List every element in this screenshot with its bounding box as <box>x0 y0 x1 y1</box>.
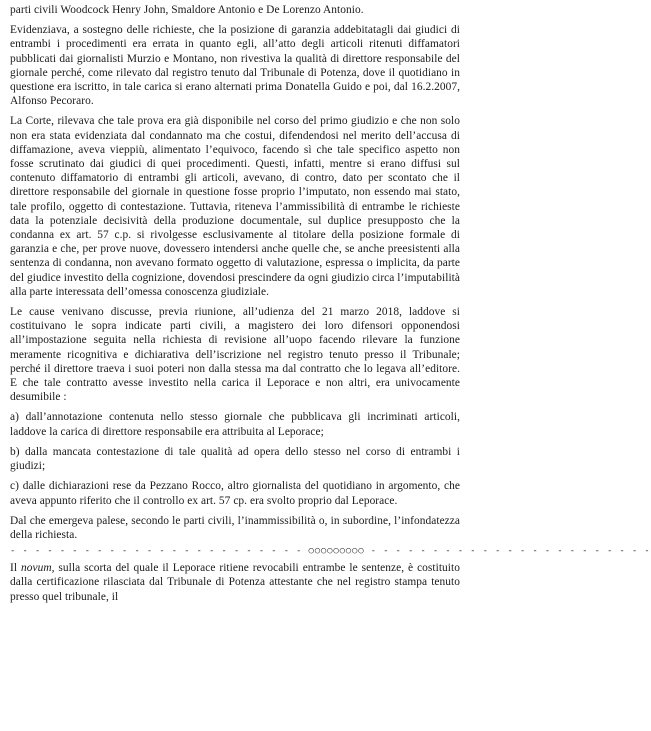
list-item-a: a) dall’annotazione contenuta nello stesso giornale che pubblicava gli incriminati articoli, laddove la carica di direttore responsabile era attribuita al Leporace; <box>10 411 460 438</box>
paragraph-le-cause: Le cause venivano discusse, previa riunione, all’udienza del 21 marzo 2018, laddove si costituivano le sopra indicate parti civili, a magistero dei loro difensori opponendosi all’impostazione seguita nella richiesta di revisione all’uopo facendo rilevare la funzione meramente ricognitiva e dichiarativa dell’iscrizione nel registro tenuto presso il Tribunale; perché il direttore traeva i suoi poteri non dalla stessa ma dal contratto che lo legava all’editore. E che tale contratto avesse investito nella carica il Leporace e non altri, era univocamente desumibile : <box>10 306 460 404</box>
novum-text: sulla scorta del quale il Leporace ritiene revocabili entrambe le sentenze, è costituito dalla certificazione rilasciata dal Tribunale di Potenza attestante che nel registro stampa tenuto presso quel tribunale, il <box>10 562 460 603</box>
list-item-c: c) dalle dichiarazioni rese da Pezzano Rocco, altro giornalista del quotidiano in argomento, che aveva appunto riferito che il controllo ex art. 57 cp. era svolto proprio dal Leporace. <box>10 480 460 507</box>
paragraph-parti-civili: parti civili Woodcock Henry John, Smaldore Antonio e De Lorenzo Antonio. <box>10 4 364 16</box>
paragraph-la-corte: La Corte, rilevava che tale prova era già disponibile nel corso del primo giudizio e che non solo non era stata evidenziata dal condannato ma che costui, difendendosi nel merito dell’accusa di diffamazione, aveva vieppiù, alimentato l’equivoco, facendo sì che tale specifico aspetto non fosse scrutinato dai giudici di quei procedimenti. Questi, infatti, mentre si erano diffusi sul contenuto diffamatorio di entrambi gli articoli, avevano, di contro, dato per scontato che il direttore responsabile del giornale in questione fosse proprio l’imputato, non essendo mai stato, tale profilo, oggetto di contestazione. Tuttavia, riteneva l’ammissibilità di entrambe le richieste data la potenziale decisività della produzione documentale, sul duplice presupposto che la condanna ex art. 57 c.p. si rivolgesse esclusivamente al titolare della posizione formale di garanzia e che, per prove nuove, dovessero intendersi anche quelle che, se anche preesistenti alla sentenza di condanna, non avevano formato oggetto di valutazione, espressa o implicita, da parte del giudice investito della cognizione, dovendosi prescindere da ogni giudizio circa l’imputabilità alla parte interessata dell’omessa conoscenza giudiziale. <box>10 115 460 298</box>
list-item-b: b) dalla mancata contestazione di tale qualità ad opera dello stesso nel corso di entrambi i giudizi; <box>10 445 460 473</box>
paragraph-dal-che: Dal che emergeva palese, secondo le parti civili, l’inammissibilità o, in subordine, l’infondatezza della richiesta. <box>10 514 460 541</box>
novum-prefix: Il <box>10 562 18 575</box>
section-divider: - - - - - - - - - - - - - - - - - - - - - - - - ○○○○○○○○○ - - - - - - - - - - - - - - - - - - - - - - - <box>10 546 651 557</box>
novum-term: novum, <box>20 562 55 575</box>
paragraph-novum <box>10 561 460 604</box>
paragraph-evidenziava: Evidenziava, a sostegno delle richieste, che la posizione di garanzia addebitatagli dai giudici di entrambi i procedimenti era errata in quanto egli, all’atto degli articoli ritenuti diffamatori pubblicati dai giornalisti Murzio e Montano, non rivestiva la qualità di direttore responsabile del giornale perché, come rilevato dal registro tenuto dal Tribunale di Potenza, dove il quotidiano in questione era iscritto, in tale carica si erano alternati prima Donatella Guido e poi, dal 16.2.2007, Alfonso Pecoraro. <box>10 24 460 108</box>
